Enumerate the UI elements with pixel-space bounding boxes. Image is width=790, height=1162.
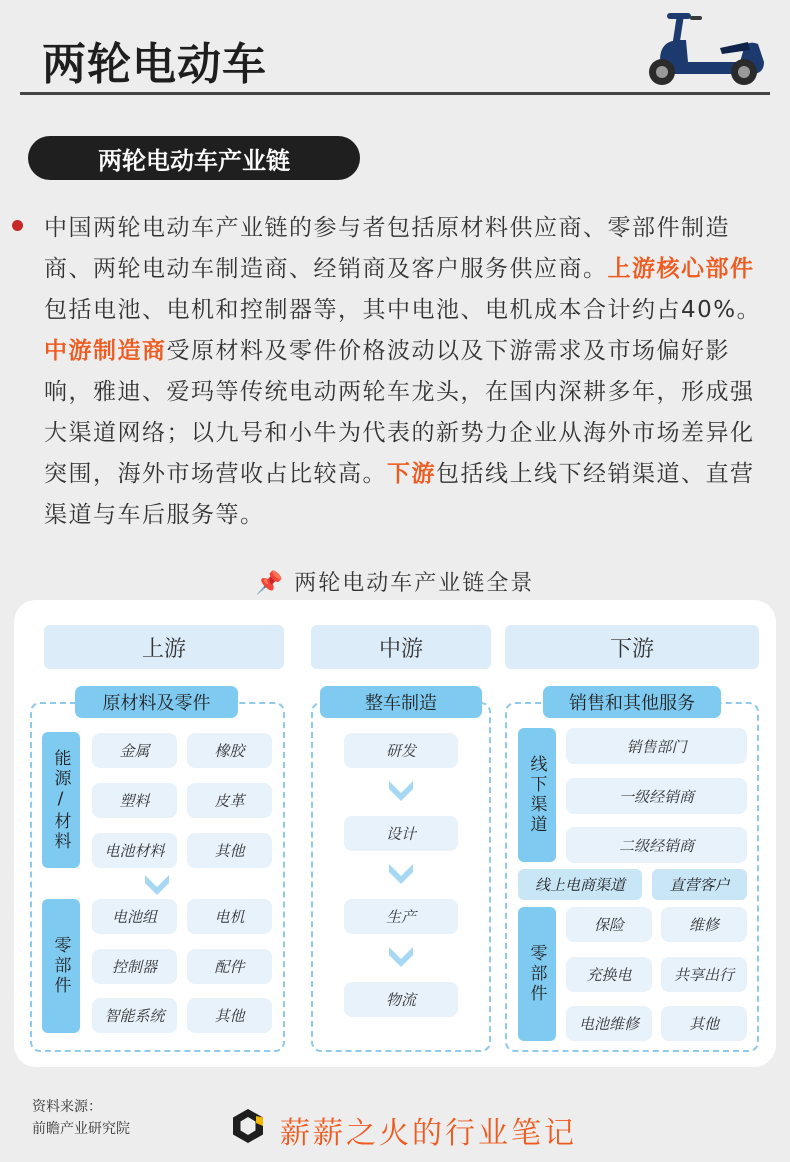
manufacturing-step: 研发 xyxy=(344,733,458,768)
material-item: 橡胶 xyxy=(187,733,272,768)
down-chevron-icon xyxy=(388,944,414,972)
para-text-4: 包括线上线下经销渠道、直营渠道与车后服务等。 xyxy=(44,461,755,528)
offline-channel-label: 线下渠道 xyxy=(518,728,556,862)
offline-channel-item: 销售部门 xyxy=(566,728,747,764)
material-item: 金属 xyxy=(92,733,177,768)
service-item: 充换电 xyxy=(566,957,652,992)
source-note xyxy=(32,1096,130,1140)
para-text-1: 中国两轮电动车产业链的参与者包括原材料供应商、零部件制造商、两轮电动车制造商、经销商及客户服务供应商。 xyxy=(44,215,730,282)
material-item: 其他 xyxy=(187,833,272,868)
material-item: 电池材料 xyxy=(92,833,177,868)
midstream-header: 中游 xyxy=(311,625,491,669)
down-chevron-icon xyxy=(388,778,414,806)
manufacturing-step: 生产 xyxy=(344,899,458,934)
highlight-midstream: 中游制造商 xyxy=(44,338,167,364)
parts-label: 零部件 xyxy=(42,899,80,1033)
pushpin-icon: 📌 xyxy=(255,571,286,596)
part-item: 其他 xyxy=(187,998,272,1033)
source-label: 资料来源： xyxy=(32,1099,102,1115)
para-text-2: 包括电池、电机和控制器等，其中电池、电机成本合计约占40%。 xyxy=(44,297,762,323)
part-item: 控制器 xyxy=(92,949,177,984)
down-chevron-icon xyxy=(144,872,170,898)
brand-name: 薪薪之火的行业笔记 xyxy=(280,1116,577,1151)
intro-paragraph xyxy=(44,208,770,536)
upstream-tag: 原材料及零件 xyxy=(75,686,238,718)
service-item: 共享出行 xyxy=(661,957,747,992)
downstream-header: 下游 xyxy=(505,625,759,669)
midstream-tag: 整车制造 xyxy=(320,686,482,718)
service-item: 电池维修 xyxy=(566,1006,652,1041)
part-item: 电机 xyxy=(187,899,272,934)
bullet-dot-icon xyxy=(12,220,23,231)
material-item: 塑料 xyxy=(92,783,177,818)
services-label: 零部件 xyxy=(518,907,556,1041)
section-title: 两轮电动车产业链 xyxy=(28,136,360,180)
para-text-3: 受原材料及零件价格波动以及下游需求及市场偏好影响，雅迪、爱玛等传统电动两轮车龙头，在国内深耕多年，形成强大渠道网络；以九号和小牛为代表的新势力企业从海外市场差异化突围，海外市场营收占比较高。 xyxy=(44,338,755,487)
diagram-title xyxy=(0,566,790,597)
part-item: 配件 xyxy=(187,949,272,984)
energy-materials-label: 能源/材料 xyxy=(42,732,80,868)
service-item: 保险 xyxy=(566,907,652,942)
title-divider xyxy=(20,92,770,95)
scooter-icon xyxy=(640,4,768,88)
part-item: 智能系统 xyxy=(92,998,177,1033)
upstream-header: 上游 xyxy=(44,625,284,669)
highlight-downstream: 下游 xyxy=(387,461,436,487)
service-item: 其他 xyxy=(661,1006,747,1041)
page-title: 两轮电动车 xyxy=(42,39,267,90)
part-item: 电池组 xyxy=(92,899,177,934)
source-name: 前瞻产业研究院 xyxy=(32,1121,130,1137)
highlight-upstream: 上游核心部件 xyxy=(607,256,755,282)
offline-channel-item: 一级经销商 xyxy=(566,778,747,814)
direct-customer-box: 直营客户 xyxy=(652,869,747,900)
diagram-title-text: 两轮电动车产业链全景 xyxy=(294,571,535,596)
down-chevron-icon xyxy=(388,861,414,889)
offline-channel-item: 二级经销商 xyxy=(566,827,747,863)
online-channel-box: 线上电商渠道 xyxy=(518,869,642,900)
material-item: 皮革 xyxy=(187,783,272,818)
downstream-tag: 销售和其他服务 xyxy=(543,686,721,718)
manufacturing-step: 物流 xyxy=(344,982,458,1017)
manufacturing-step: 设计 xyxy=(344,816,458,851)
service-item: 维修 xyxy=(661,907,747,942)
brand-logo-icon xyxy=(228,1106,268,1146)
